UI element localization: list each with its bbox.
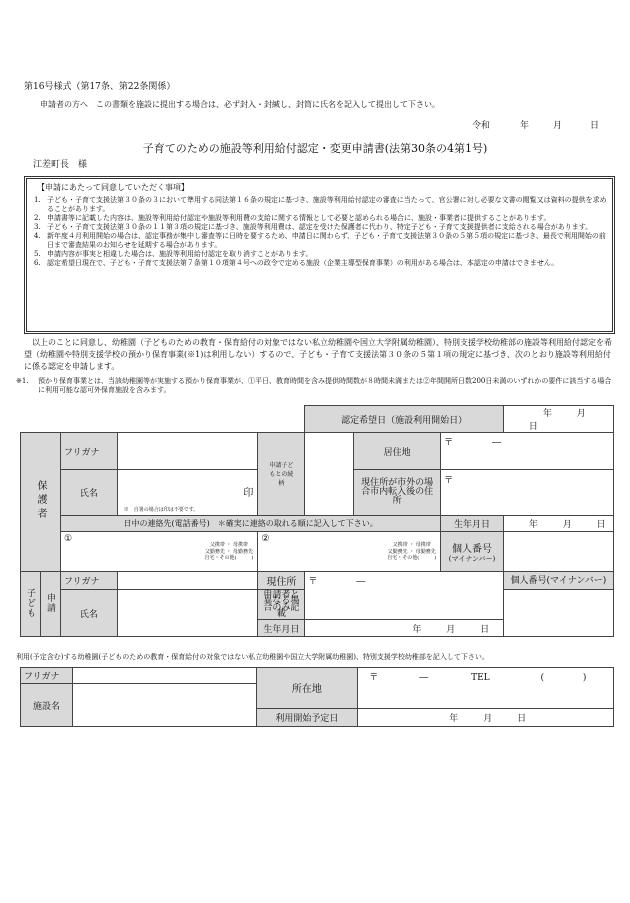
applicant-section-label: 申請 — [41, 572, 61, 637]
form-number: 第16号様式（第17条、第22条関係） — [24, 82, 176, 92]
outside-address-input[interactable]: 〒 — [441, 470, 614, 516]
child-furigana-input[interactable] — [117, 572, 258, 590]
facility-table — [20, 667, 614, 727]
guardian-birth-label: 生年月日 — [441, 516, 504, 532]
notice-item: 5. 申請内容が事実と相違した場合は、施設等利用給付認定を取り消すことがあります。 — [34, 250, 313, 258]
child-current-address-label: 現住所 — [258, 572, 305, 590]
guardian-name-input[interactable] — [117, 470, 258, 516]
consent-statement: 以上のことに同意し、幼稚園（子どものための教育・保育給付の対象ではない私立幼稚園や国立大学附属幼稚園）、特別支援学校幼稚部の施設等利用給付認定を希望（幼稚園や特別支援学校の預かり保育事業(※1)は利用しない）するので、子ども・子育て支援法第３０条の５第１項の規定に基づき、次のとおり施設等利用給付に係る認定を申請します。 — [24, 338, 612, 371]
consent-notice-box — [24, 176, 615, 334]
notice-heading: 【申請にあたって同意していただく事項】 — [37, 183, 189, 192]
child-birth-input[interactable]: 年 月 日 — [305, 620, 503, 637]
start-date-input[interactable]: 年 月 日 — [358, 708, 614, 726]
guardian-name-label: 氏名 — [61, 470, 118, 516]
relation-input[interactable] — [305, 433, 354, 516]
document-title: 子育てのための施設等利用給付認定・変更申請書(法第30条の4第1号) — [142, 142, 488, 155]
guardian-my-number-label: 個人番号 (マイナンバー) — [441, 532, 504, 572]
applicant-note: 申請者の方へ この書類を施設に提出する場合は、必ず封入・封緘し、封筒に氏名を記入して提出して下さい。 — [40, 100, 440, 109]
notice-list — [34, 196, 608, 268]
desired-date-field[interactable]: 年 月 日 — [503, 406, 613, 433]
date-day-label: 日 — [590, 121, 600, 131]
guardian-birth-input[interactable]: 年 月 日 — [503, 516, 613, 532]
day-contact-label: 日中の連絡先(電話番号) ＊確実に連絡の取れる順に記入して下さい。 — [61, 516, 441, 532]
date-era: 令和 — [472, 121, 491, 131]
child-birth-label: 生年月日 — [258, 620, 305, 637]
addressee: 江差町長 様 — [33, 160, 88, 170]
desired-date-label: 認定希望日（施設利用開始日） — [305, 406, 503, 433]
start-date-label: 利用開始予定日 — [256, 708, 358, 726]
seal-mark: 印 — [243, 488, 254, 499]
date-month-label: 月 — [553, 121, 563, 131]
facility-intro: 利用(予定含む)する幼稚園(子どものための教育・保育給付の対象ではない私立幼稚園や国立大学附属幼稚園)、特別支援学校幼稚部を記入して下さい。 — [16, 653, 489, 661]
child-name-input[interactable] — [117, 590, 258, 637]
facility-name-label: 施設名 — [21, 684, 73, 727]
outside-address-label: 現住所が市外の場合市内転入後の住所 — [354, 470, 441, 516]
contact-1-options: 父携帯 ・ 母携帯 父勤務先 ・ 母勤務先 自宅・その他( ) — [204, 542, 254, 561]
child-my-number-input[interactable] — [503, 590, 613, 637]
residence-input[interactable]: 〒 ― — [441, 433, 614, 470]
contact-1-field[interactable]: ① 父携帯 ・ 母携帯 父勤務先 ・ 母勤務先 自宅・その他( ) — [61, 532, 258, 572]
child-section-label: 子ども — [21, 572, 41, 637]
footnote-text: 預かり保育事業とは、当該幼稚園等が実施する預かり保育事業が、①平日、教育時間を含み提供時間数が８時間未満または②年間開所日数200日未満のいずれかの要件に該当する場合に利用可能な認可外保育施設を含みます。 — [38, 377, 612, 394]
notice-item: 6. 認定希望日現在で、子ども・子育て支援法第７条第１０項第４号への政令で定める施設（企業主導型保育事業）の利用がある場合は、本認定の申請はできません。 — [34, 259, 559, 267]
facility-address-input[interactable]: 〒 ― TEL ( ) — [358, 668, 614, 709]
notice-item: 4. 新年度４月利用開始の場合は、認定事務が集中し審査等に日時を要するため、申請日に関わらず、子ども・子育て支援法第３０条の５第５項の規定に基づき、最長で利用開始の前日まで審査結果のお知らせを延期する場合があります。 — [34, 232, 606, 249]
date-year-label: 年 — [520, 121, 530, 131]
guardian-furigana-label: フリガナ — [61, 433, 118, 470]
relation-label: 申請子どもとの続柄 — [258, 433, 305, 516]
facility-name-input[interactable] — [72, 684, 256, 727]
child-current-address-input[interactable]: 〒 ― — [305, 572, 503, 620]
notice-item: 1. 子ども・子育て支援法第３０条の３において準用する同法第１６条の規定に基づき、施設等利用給付認定の審査に当たって、官公署に対し必要な文書の閲覧又は資料の提供を求めることがあります。 — [34, 196, 607, 213]
footnote-mark: ※1. — [16, 377, 29, 385]
guardian-furigana-input[interactable] — [117, 433, 258, 470]
contact-2-options: 父携帯 ・ 母携帯 父勤務先 ・ 母勤務先 自宅・その他( ) — [387, 542, 437, 561]
child-my-number-label: 個人番号(マイナンバー) — [503, 572, 613, 590]
notice-item: 2. 申請書等に記載した内容は、施設等利用給付認定や施設等利用費の支給に関する情報として必要と認められる場合に、施設・事業者に提供することがあります。 — [34, 214, 551, 222]
guardian-section-label: 保護者 — [21, 433, 61, 572]
contact-2-field[interactable]: ② 父携帯 ・ 母携帯 父勤務先 ・ 母勤務先 自宅・その他( ) — [258, 532, 441, 572]
residence-label: 居住地 — [354, 433, 441, 470]
application-form-table — [20, 405, 614, 637]
facility-address-label: 所在地 — [256, 668, 358, 709]
guardian-my-number-input[interactable] — [503, 532, 613, 572]
seal-note: ※ 自署の場合は印は不要です。 — [123, 507, 199, 513]
child-name-label: 氏名 — [61, 590, 118, 637]
facility-furigana-input[interactable] — [72, 668, 256, 684]
notice-item: 3. 子ども・子育て支援法第３０条の１１第３項の規定に基づき、施設等利用費は、認定を受けた保護者に代わり、特定子ども・子育て支援提供者に支給される場合があります。 — [34, 223, 593, 231]
child-address-note: 申請者と異なる場合のみ記載 — [258, 590, 305, 620]
child-furigana-label: フリガナ — [61, 572, 118, 590]
facility-furigana-label: フリガナ — [21, 668, 73, 684]
